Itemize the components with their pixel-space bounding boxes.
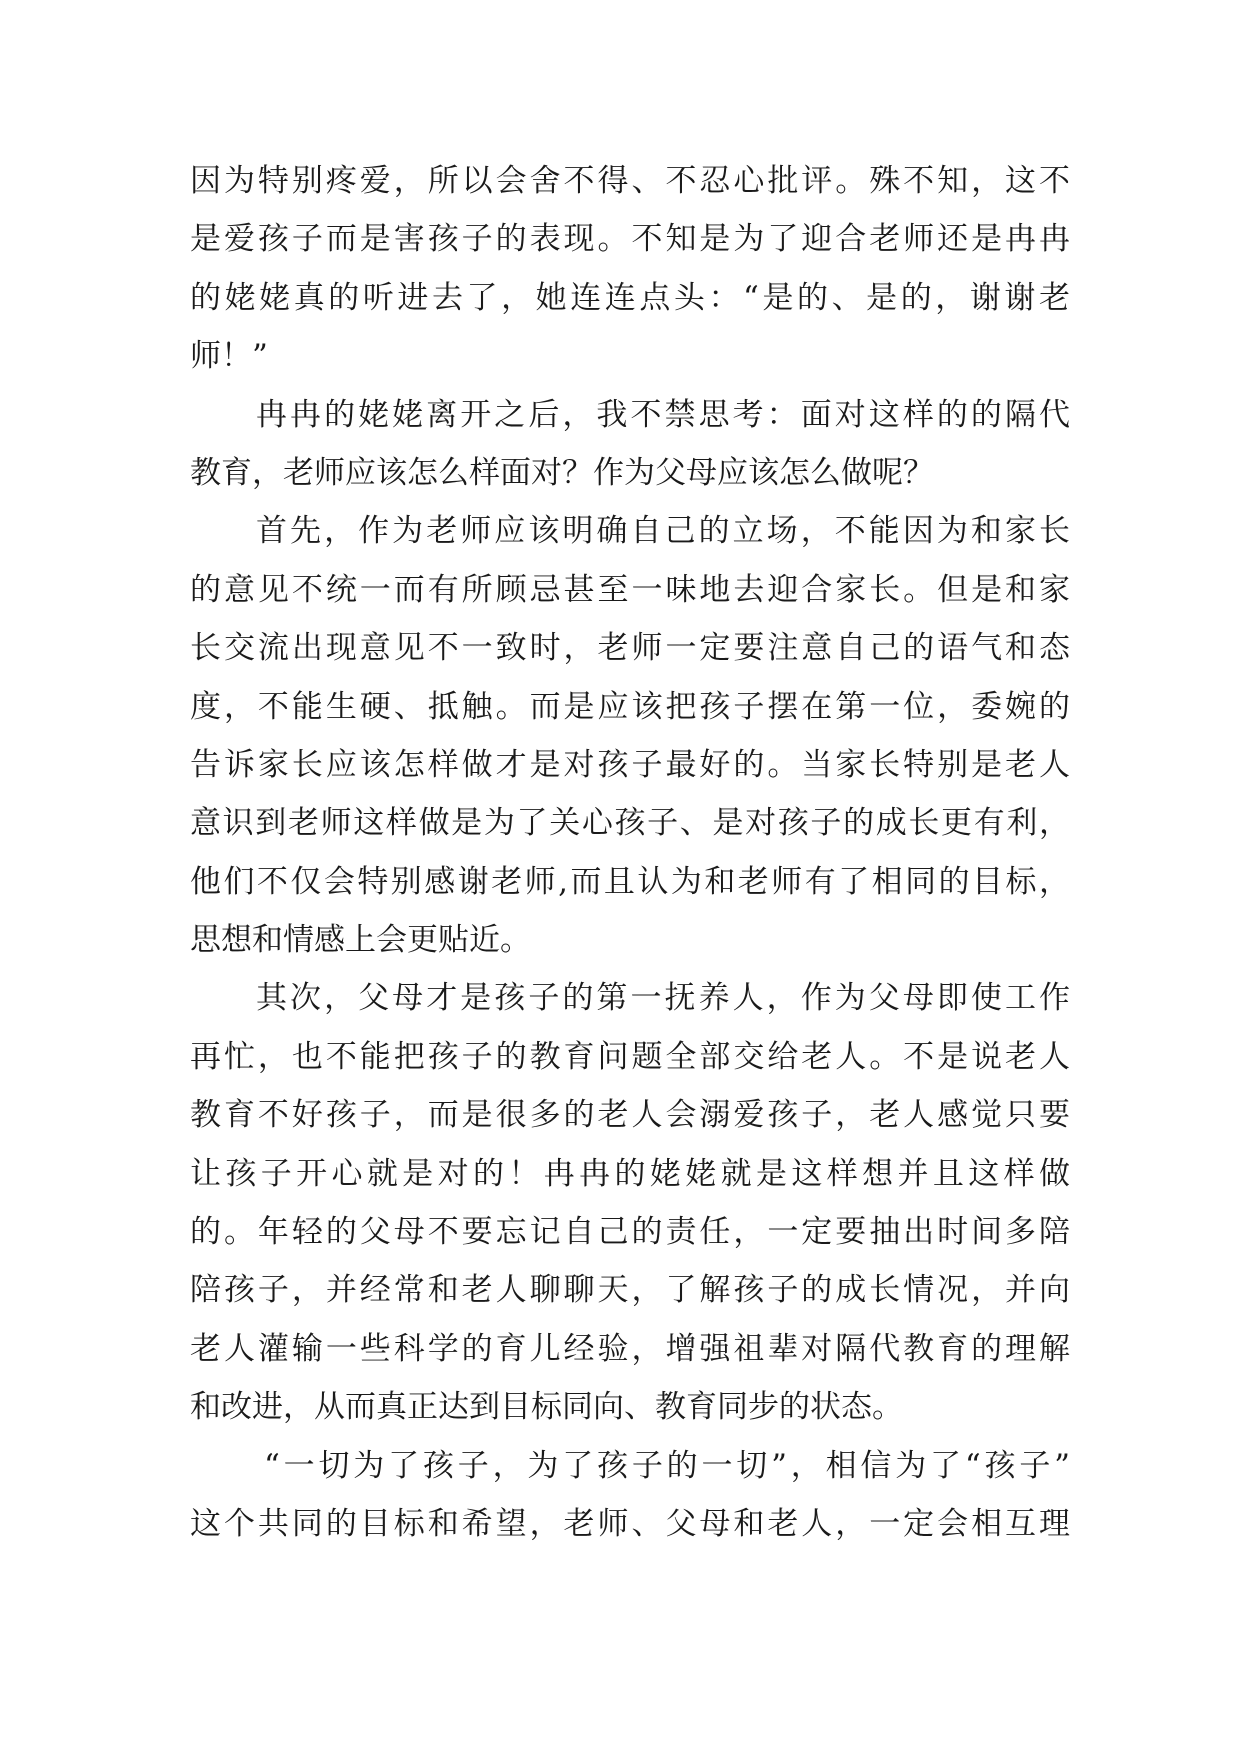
text-line: 度，不能生硬、抵触。而是应该把孩子摆在第一位，委婉的 [190,688,1070,725]
text-line: 长交流出现意见不一致时，老师一定要注意自己的语气和态 [190,630,1070,667]
text-line: 思想和情感上会更贴近。 [190,922,531,959]
text-line: 教育不好孩子，而是很多的老人会溺爱孩子，老人感觉只要 [190,1097,1070,1134]
paragraph-first-line: 其次，父母才是孩子的第一抚养人，作为父母即使工作 [256,980,1070,1017]
text-line: 教育，老师应该怎么样面对？作为父母应该怎么做呢？ [190,454,934,491]
text-line: 再忙，也不能把孩子的教育问题全部交给老人。不是说老人 [190,1038,1070,1075]
text-line: 意识到老师这样做是为了关心孩子、是对孩子的成长更有利， [190,805,1070,842]
paragraph-first-line: “一切为了孩子，为了孩子的一切”，相信为了“孩子” [264,1447,1070,1484]
text-line: 让孩子开心就是对的！冉冉的姥姥就是这样想并且这样做 [190,1155,1070,1192]
text-line: 的。年轻的父母不要忘记自己的责任，一定要抽出时间多陪 [190,1214,1070,1251]
text-line: 他们不仅会特别感谢老师,而且认为和老师有了相同的目标， [190,863,1070,900]
text-line: 老人灌输一些科学的育儿经验，增强祖辈对隔代教育的理解 [190,1330,1070,1367]
paragraph-first-line: 首先，作为老师应该明确自己的立场，不能因为和家长 [256,513,1070,550]
text-line: 师！” [190,338,268,375]
body-text [190,152,1070,1553]
text-line: 陪孩子，并经常和老人聊聊天，了解孩子的成长情况，并向 [190,1272,1070,1309]
text-line: 的姥姥真的听进去了，她连连点头：“是的、是的，谢谢老 [190,279,1070,316]
text-line: 告诉家长应该怎样做才是对孩子最好的。当家长特别是老人 [190,746,1070,783]
text-line: 因为特别疼爱，所以会舍不得、不忍心批评。殊不知，这不 [190,163,1070,199]
paragraph-first-line: 冉冉的姥姥离开之后，我不禁思考：面对这样的的隔代 [256,396,1070,433]
text-line: 和改进，从而真正达到目标同向、教育同步的状态。 [190,1389,903,1426]
text-line: 的意见不统一而有所顾忌甚至一味地去迎合家长。但是和家 [190,571,1070,608]
text-line: 是爱孩子而是害孩子的表现。不知是为了迎合老师还是冉冉 [190,221,1070,258]
text-line: 这个共同的目标和希望，老师、父母和老人，一定会相互理 [190,1505,1070,1542]
